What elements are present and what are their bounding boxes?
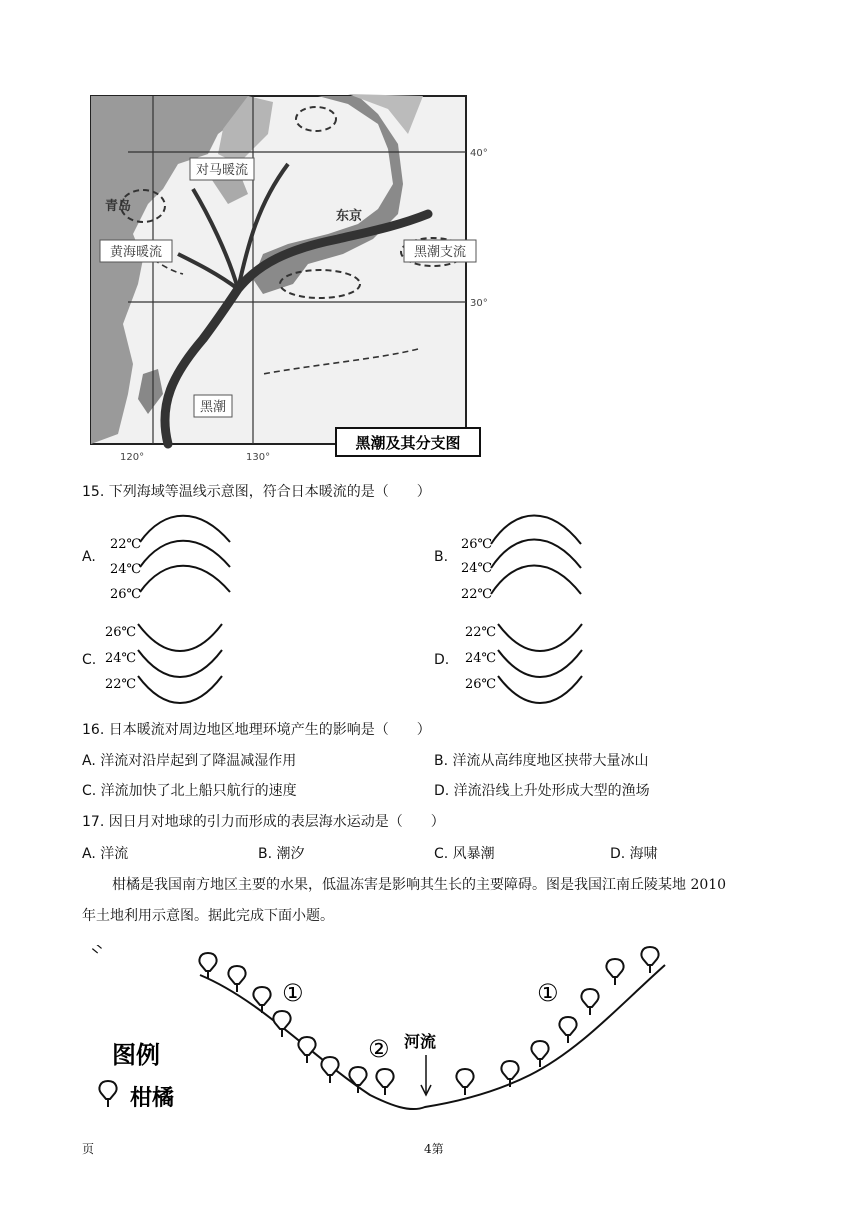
isotherm-label: 24℃ [461,561,493,576]
isotherm-label: 22℃ [105,677,137,692]
q17-option-c[interactable]: C. 风暴潮 [434,846,495,862]
legend-citrus-label: 柑橘 [130,1086,175,1111]
q16-stem: 16. 日本暖流对周边地区地理环境产生的影响是（ ） [82,722,431,738]
isotherm-label: 26℃ [465,677,497,692]
lat-tick-40: 40° [470,148,488,159]
q17-stem: 17. 因日月对地球的引力而形成的表层海水运动是（ ） [82,814,445,830]
zone-label-1-left: ① [282,979,304,1007]
legend-citrus-icon [99,1081,116,1107]
q15-option-a-letter[interactable]: A. [82,549,96,565]
isotherm-label: 24℃ [465,651,497,666]
legend-title: 图例 [112,1041,160,1069]
isotherm-label: 22℃ [461,587,493,602]
q15-option-a-isotherms [105,512,245,606]
kuroshio-map [88,94,488,464]
lon-tick-130: 130° [246,452,271,463]
q16-option-b[interactable]: B. 洋流从高纬度地区挟带大量冰山 [434,753,649,769]
intro-line-2: 年土地利用示意图。据此完成下面小题。 [82,908,334,924]
q17-option-b[interactable]: B. 潮汐 [258,846,305,862]
q15-option-b-letter[interactable]: B. [434,549,449,565]
map-label-kuroshio: 黑潮 [199,400,227,415]
q15-option-c-isotherms [100,612,240,708]
lat-tick-30: 30° [470,298,488,309]
map-label-qingdao: 青岛 [105,199,132,214]
q15-option-c-letter[interactable]: C. [82,652,97,668]
zone-label-1-right: ① [537,979,559,1007]
map-label-tokyo: 东京 [336,209,363,224]
q17-option-d[interactable]: D. 海啸 [610,846,658,862]
zone-label-2: ② [368,1035,390,1063]
isotherm-label: 26℃ [110,587,142,602]
isotherm-label: 24℃ [110,562,142,577]
q16-option-d[interactable]: D. 洋流沿线上升处形成大型的渔场 [434,783,650,799]
footer-page-number: 4第 [424,1142,444,1156]
q15-stem: 15. 下列海域等温线示意图，符合日本暖流的是（ ） [82,484,431,500]
isotherm-label: 26℃ [461,537,493,552]
q17-option-a[interactable]: A. 洋流 [82,846,129,862]
q16-option-a[interactable]: A. 洋流对沿岸起到了降温减湿作用 [82,753,297,769]
isotherm-label: 22℃ [465,625,497,640]
map-label-tsushima: 对马暖流 [195,163,249,178]
isotherm-label: 22℃ [110,537,142,552]
q15-option-d-letter[interactable]: D. [434,652,450,668]
q15-option-d-isotherms [460,612,600,708]
isotherm-label: 26℃ [105,625,137,640]
q16-option-c[interactable]: C. 洋流加快了北上船只航行的速度 [82,783,297,799]
map-label-kuroshio-branch: 黑潮支流 [413,245,467,260]
map-label-yellow-sea: 黄海暖流 [109,245,163,260]
footer-left: 页 [82,1142,95,1156]
q15-option-b-isotherms [456,510,596,606]
intro-line-1: 柑橘是我国南方地区主要的水果，低温冻害是影响其生长的主要障碍。图是我国江南丘陵某地 2010 [112,877,727,893]
river-label: 河流 [404,1032,437,1051]
isotherm-label: 24℃ [105,651,137,666]
land-use-profile [90,945,680,1125]
lon-tick-120: 120° [120,452,145,463]
map-caption: 黑潮及其分支图 [355,434,461,452]
